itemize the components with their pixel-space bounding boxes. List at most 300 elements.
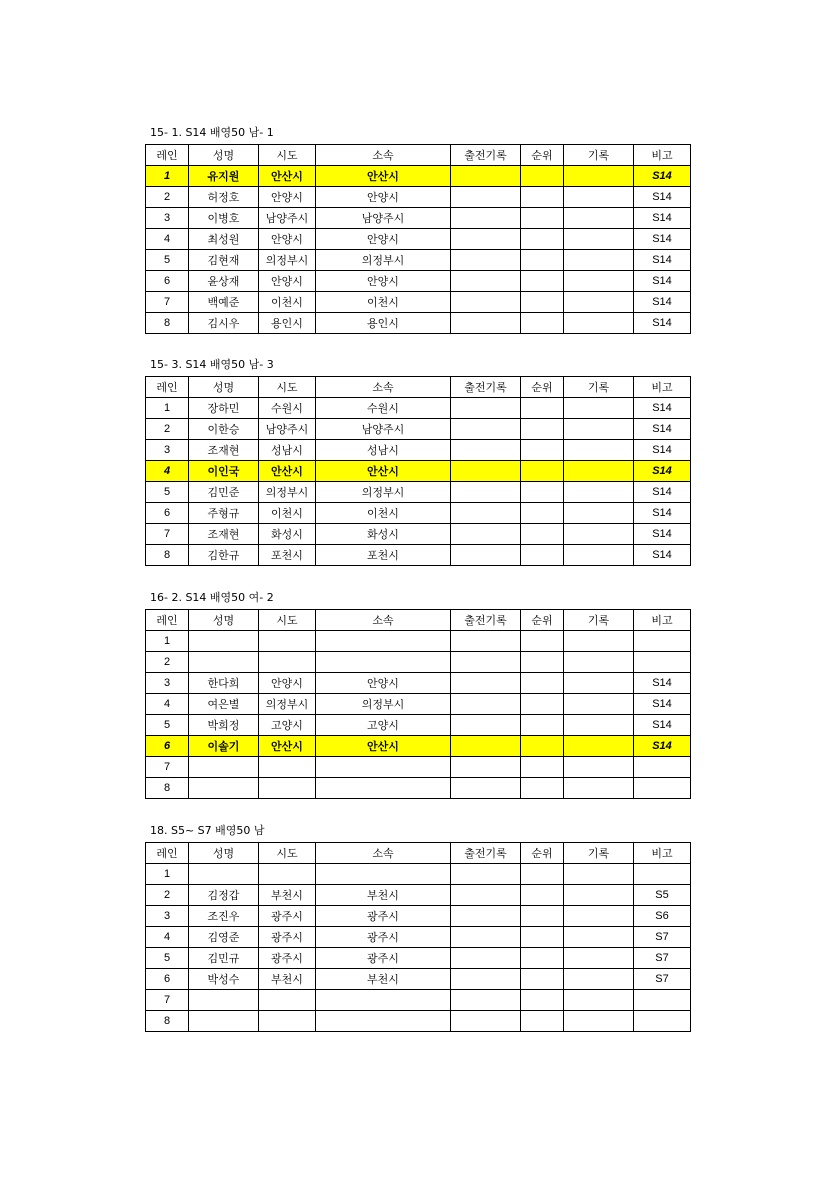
entry-record-cell <box>451 419 521 440</box>
note-cell: S14 <box>634 545 691 566</box>
table-row-highlighted <box>146 166 691 187</box>
city-cell: 안양시 <box>259 187 316 208</box>
team-cell: 안산시 <box>316 166 451 187</box>
note-cell: S5 <box>634 885 691 906</box>
note-cell <box>634 990 691 1011</box>
city-cell: 안산시 <box>259 736 316 757</box>
column-header: 출전기록 <box>451 377 521 398</box>
rank-cell <box>521 208 564 229</box>
lane-cell: 4 <box>146 229 189 250</box>
entry-record-cell <box>451 631 521 652</box>
name-cell <box>189 864 259 885</box>
team-cell: 부천시 <box>316 969 451 990</box>
rank-cell <box>521 250 564 271</box>
lane-cell: 7 <box>146 990 189 1011</box>
team-cell: 이천시 <box>316 292 451 313</box>
name-cell: 김정갑 <box>189 885 259 906</box>
note-cell: S14 <box>634 187 691 208</box>
header-row <box>146 377 691 398</box>
table-row <box>146 545 691 566</box>
column-header: 레인 <box>146 610 189 631</box>
team-cell: 안양시 <box>316 187 451 208</box>
city-cell: 안양시 <box>259 271 316 292</box>
rank-cell <box>521 757 564 778</box>
rank-cell <box>521 864 564 885</box>
rank-cell <box>521 673 564 694</box>
table-row <box>146 313 691 334</box>
lane-cell: 3 <box>146 440 189 461</box>
heat-section <box>145 358 690 566</box>
column-header: 기록 <box>564 377 634 398</box>
heat-title: 15- 3. S14 배영50 남- 3 <box>150 358 274 371</box>
name-cell: 박희정 <box>189 715 259 736</box>
record-cell <box>564 292 634 313</box>
team-cell: 이천시 <box>316 503 451 524</box>
record-cell <box>564 271 634 292</box>
column-header: 출전기록 <box>451 610 521 631</box>
column-header: 순위 <box>521 377 564 398</box>
name-cell: 주형규 <box>189 503 259 524</box>
heat-table <box>145 609 691 799</box>
lane-cell: 6 <box>146 969 189 990</box>
name-cell: 장하민 <box>189 398 259 419</box>
team-cell <box>316 1011 451 1032</box>
lane-cell: 4 <box>146 694 189 715</box>
rank-cell <box>521 631 564 652</box>
city-cell: 수원시 <box>259 398 316 419</box>
name-cell: 김한규 <box>189 545 259 566</box>
note-cell: S14 <box>634 736 691 757</box>
entry-record-cell <box>451 482 521 503</box>
team-cell: 안양시 <box>316 271 451 292</box>
entry-record-cell <box>451 948 521 969</box>
entry-record-cell <box>451 398 521 419</box>
column-header: 순위 <box>521 610 564 631</box>
note-cell: S14 <box>634 694 691 715</box>
note-cell <box>634 864 691 885</box>
city-cell <box>259 757 316 778</box>
note-cell: S14 <box>634 229 691 250</box>
column-header: 소속 <box>316 377 451 398</box>
lane-cell: 8 <box>146 545 189 566</box>
table-row <box>146 419 691 440</box>
table-row <box>146 524 691 545</box>
column-header: 기록 <box>564 610 634 631</box>
lane-cell: 5 <box>146 250 189 271</box>
note-cell: S14 <box>634 313 691 334</box>
column-header: 레인 <box>146 843 189 864</box>
city-cell: 남양주시 <box>259 208 316 229</box>
team-cell: 안양시 <box>316 229 451 250</box>
city-cell: 의정부시 <box>259 482 316 503</box>
record-cell <box>564 208 634 229</box>
record-cell <box>564 250 634 271</box>
name-cell <box>189 757 259 778</box>
team-cell <box>316 990 451 1011</box>
heat-title: 15- 1. S14 배영50 남- 1 <box>150 126 274 139</box>
note-cell: S7 <box>634 927 691 948</box>
name-cell: 허정호 <box>189 187 259 208</box>
lane-cell: 7 <box>146 292 189 313</box>
table-row <box>146 673 691 694</box>
rank-cell <box>521 271 564 292</box>
column-header: 시도 <box>259 145 316 166</box>
lane-cell: 2 <box>146 885 189 906</box>
rank-cell <box>521 969 564 990</box>
lane-cell: 5 <box>146 948 189 969</box>
team-cell: 광주시 <box>316 906 451 927</box>
name-cell: 조진우 <box>189 906 259 927</box>
lane-cell: 2 <box>146 652 189 673</box>
record-cell <box>564 440 634 461</box>
name-cell: 여은별 <box>189 694 259 715</box>
column-header: 출전기록 <box>451 145 521 166</box>
city-cell: 의정부시 <box>259 250 316 271</box>
record-cell <box>564 398 634 419</box>
table-row <box>146 715 691 736</box>
table-row <box>146 398 691 419</box>
record-cell <box>564 524 634 545</box>
record-cell <box>564 906 634 927</box>
city-cell <box>259 652 316 673</box>
rank-cell <box>521 545 564 566</box>
table-row <box>146 440 691 461</box>
rank-cell <box>521 503 564 524</box>
note-cell: S14 <box>634 503 691 524</box>
team-cell: 광주시 <box>316 927 451 948</box>
rank-cell <box>521 461 564 482</box>
table-row <box>146 271 691 292</box>
entry-record-cell <box>451 292 521 313</box>
entry-record-cell <box>451 673 521 694</box>
name-cell: 박성수 <box>189 969 259 990</box>
name-cell: 김현재 <box>189 250 259 271</box>
team-cell: 의정부시 <box>316 250 451 271</box>
column-header: 성명 <box>189 843 259 864</box>
record-cell <box>564 187 634 208</box>
city-cell: 남양주시 <box>259 419 316 440</box>
note-cell: S14 <box>634 715 691 736</box>
city-cell: 화성시 <box>259 524 316 545</box>
rank-cell <box>521 292 564 313</box>
entry-record-cell <box>451 187 521 208</box>
rank-cell <box>521 906 564 927</box>
name-cell: 유지원 <box>189 166 259 187</box>
team-cell: 의정부시 <box>316 694 451 715</box>
table-row <box>146 906 691 927</box>
name-cell: 조재현 <box>189 524 259 545</box>
team-cell: 용인시 <box>316 313 451 334</box>
team-cell: 안산시 <box>316 736 451 757</box>
note-cell: S14 <box>634 524 691 545</box>
record-cell <box>564 969 634 990</box>
heat-table <box>145 376 691 566</box>
record-cell <box>564 482 634 503</box>
column-header: 비고 <box>634 377 691 398</box>
rank-cell <box>521 166 564 187</box>
team-cell: 의정부시 <box>316 482 451 503</box>
city-cell: 광주시 <box>259 906 316 927</box>
record-cell <box>564 1011 634 1032</box>
note-cell: S6 <box>634 906 691 927</box>
rank-cell <box>521 440 564 461</box>
record-cell <box>564 503 634 524</box>
header-row <box>146 843 691 864</box>
table-row <box>146 208 691 229</box>
city-cell: 안산시 <box>259 166 316 187</box>
rank-cell <box>521 419 564 440</box>
city-cell: 부천시 <box>259 969 316 990</box>
entry-record-cell <box>451 757 521 778</box>
city-cell: 안산시 <box>259 461 316 482</box>
table-row <box>146 250 691 271</box>
table-row <box>146 778 691 799</box>
column-header: 순위 <box>521 145 564 166</box>
rank-cell <box>521 187 564 208</box>
entry-record-cell <box>451 864 521 885</box>
record-cell <box>564 673 634 694</box>
name-cell <box>189 652 259 673</box>
city-cell <box>259 990 316 1011</box>
column-header: 기록 <box>564 145 634 166</box>
note-cell <box>634 1011 691 1032</box>
team-cell: 성남시 <box>316 440 451 461</box>
city-cell: 용인시 <box>259 313 316 334</box>
city-cell: 이천시 <box>259 292 316 313</box>
note-cell <box>634 652 691 673</box>
column-header: 성명 <box>189 610 259 631</box>
table-row-highlighted <box>146 736 691 757</box>
note-cell <box>634 757 691 778</box>
table-row <box>146 864 691 885</box>
entry-record-cell <box>451 906 521 927</box>
record-cell <box>564 757 634 778</box>
name-cell: 이솔기 <box>189 736 259 757</box>
column-header: 성명 <box>189 377 259 398</box>
entry-record-cell <box>451 885 521 906</box>
record-cell <box>564 631 634 652</box>
table-row <box>146 503 691 524</box>
table-row <box>146 482 691 503</box>
entry-record-cell <box>451 461 521 482</box>
heat-title: 16- 2. S14 배영50 여- 2 <box>150 591 274 604</box>
city-cell <box>259 778 316 799</box>
entry-record-cell <box>451 652 521 673</box>
name-cell: 이한승 <box>189 419 259 440</box>
team-cell <box>316 631 451 652</box>
city-cell: 이천시 <box>259 503 316 524</box>
note-cell: S14 <box>634 208 691 229</box>
table-row <box>146 631 691 652</box>
lane-cell: 5 <box>146 482 189 503</box>
rank-cell <box>521 990 564 1011</box>
city-cell: 광주시 <box>259 927 316 948</box>
lane-cell: 1 <box>146 631 189 652</box>
column-header: 시도 <box>259 377 316 398</box>
name-cell: 이인국 <box>189 461 259 482</box>
heat-table <box>145 842 691 1032</box>
name-cell <box>189 778 259 799</box>
name-cell <box>189 1011 259 1032</box>
note-cell: S14 <box>634 271 691 292</box>
column-header: 기록 <box>564 843 634 864</box>
city-cell <box>259 1011 316 1032</box>
lane-cell: 6 <box>146 503 189 524</box>
header-row <box>146 145 691 166</box>
rank-cell <box>521 927 564 948</box>
table-row-highlighted <box>146 461 691 482</box>
entry-record-cell <box>451 694 521 715</box>
lane-cell: 3 <box>146 906 189 927</box>
column-header: 레인 <box>146 145 189 166</box>
lane-cell: 8 <box>146 313 189 334</box>
name-cell: 최성원 <box>189 229 259 250</box>
team-cell: 포천시 <box>316 545 451 566</box>
name-cell: 조재현 <box>189 440 259 461</box>
table-row <box>146 885 691 906</box>
rank-cell <box>521 1011 564 1032</box>
city-cell <box>259 864 316 885</box>
rank-cell <box>521 778 564 799</box>
lane-cell: 3 <box>146 208 189 229</box>
city-cell <box>259 631 316 652</box>
record-cell <box>564 652 634 673</box>
table-row <box>146 927 691 948</box>
entry-record-cell <box>451 736 521 757</box>
lane-cell: 7 <box>146 757 189 778</box>
column-header: 비고 <box>634 145 691 166</box>
record-cell <box>564 313 634 334</box>
record-cell <box>564 715 634 736</box>
lane-cell: 4 <box>146 927 189 948</box>
note-cell: S14 <box>634 250 691 271</box>
table-row <box>146 948 691 969</box>
name-cell <box>189 631 259 652</box>
heat-title: 18. S5~ S7 배영50 남 <box>150 824 265 837</box>
rank-cell <box>521 715 564 736</box>
name-cell: 이병호 <box>189 208 259 229</box>
entry-record-cell <box>451 778 521 799</box>
lane-cell: 5 <box>146 715 189 736</box>
heat-table <box>145 144 691 334</box>
team-cell: 광주시 <box>316 948 451 969</box>
lane-cell: 4 <box>146 461 189 482</box>
rank-cell <box>521 652 564 673</box>
name-cell: 백예준 <box>189 292 259 313</box>
rank-cell <box>521 313 564 334</box>
entry-record-cell <box>451 208 521 229</box>
rank-cell <box>521 524 564 545</box>
lane-cell: 6 <box>146 736 189 757</box>
column-header: 성명 <box>189 145 259 166</box>
note-cell: S14 <box>634 398 691 419</box>
record-cell <box>564 927 634 948</box>
city-cell: 성남시 <box>259 440 316 461</box>
table-row <box>146 1011 691 1032</box>
team-cell: 남양주시 <box>316 419 451 440</box>
note-cell: S14 <box>634 166 691 187</box>
note-cell: S14 <box>634 673 691 694</box>
lane-cell: 6 <box>146 271 189 292</box>
entry-record-cell <box>451 313 521 334</box>
name-cell: 김민준 <box>189 482 259 503</box>
heat-section <box>145 824 690 1032</box>
lane-cell: 1 <box>146 864 189 885</box>
record-cell <box>564 229 634 250</box>
column-header: 소속 <box>316 843 451 864</box>
note-cell: S14 <box>634 461 691 482</box>
table-row <box>146 187 691 208</box>
column-header: 소속 <box>316 610 451 631</box>
team-cell <box>316 757 451 778</box>
record-cell <box>564 419 634 440</box>
note-cell: S7 <box>634 948 691 969</box>
rank-cell <box>521 948 564 969</box>
table-row <box>146 990 691 1011</box>
rank-cell <box>521 229 564 250</box>
name-cell <box>189 990 259 1011</box>
table-row <box>146 969 691 990</box>
column-header: 시도 <box>259 610 316 631</box>
record-cell <box>564 545 634 566</box>
rank-cell <box>521 398 564 419</box>
rank-cell <box>521 885 564 906</box>
record-cell <box>564 736 634 757</box>
column-header: 출전기록 <box>451 843 521 864</box>
note-cell <box>634 778 691 799</box>
team-cell: 남양주시 <box>316 208 451 229</box>
note-cell: S14 <box>634 419 691 440</box>
lane-cell: 1 <box>146 166 189 187</box>
note-cell: S14 <box>634 482 691 503</box>
team-cell: 화성시 <box>316 524 451 545</box>
table-row <box>146 229 691 250</box>
rank-cell <box>521 482 564 503</box>
entry-record-cell <box>451 1011 521 1032</box>
city-cell: 부천시 <box>259 885 316 906</box>
entry-record-cell <box>451 166 521 187</box>
city-cell: 광주시 <box>259 948 316 969</box>
record-cell <box>564 694 634 715</box>
column-header: 소속 <box>316 145 451 166</box>
entry-record-cell <box>451 229 521 250</box>
entry-record-cell <box>451 440 521 461</box>
column-header: 순위 <box>521 843 564 864</box>
record-cell <box>564 948 634 969</box>
city-cell: 안양시 <box>259 229 316 250</box>
team-cell: 부천시 <box>316 885 451 906</box>
name-cell: 김민규 <box>189 948 259 969</box>
table-row <box>146 757 691 778</box>
entry-record-cell <box>451 715 521 736</box>
city-cell: 의정부시 <box>259 694 316 715</box>
lane-cell: 2 <box>146 419 189 440</box>
team-cell <box>316 778 451 799</box>
city-cell: 포천시 <box>259 545 316 566</box>
lane-cell: 3 <box>146 673 189 694</box>
record-cell <box>564 864 634 885</box>
table-row <box>146 292 691 313</box>
column-header: 시도 <box>259 843 316 864</box>
lane-cell: 7 <box>146 524 189 545</box>
entry-record-cell <box>451 969 521 990</box>
lane-cell: 8 <box>146 778 189 799</box>
table-row <box>146 694 691 715</box>
record-cell <box>564 166 634 187</box>
record-cell <box>564 778 634 799</box>
team-cell: 수원시 <box>316 398 451 419</box>
city-cell: 고양시 <box>259 715 316 736</box>
